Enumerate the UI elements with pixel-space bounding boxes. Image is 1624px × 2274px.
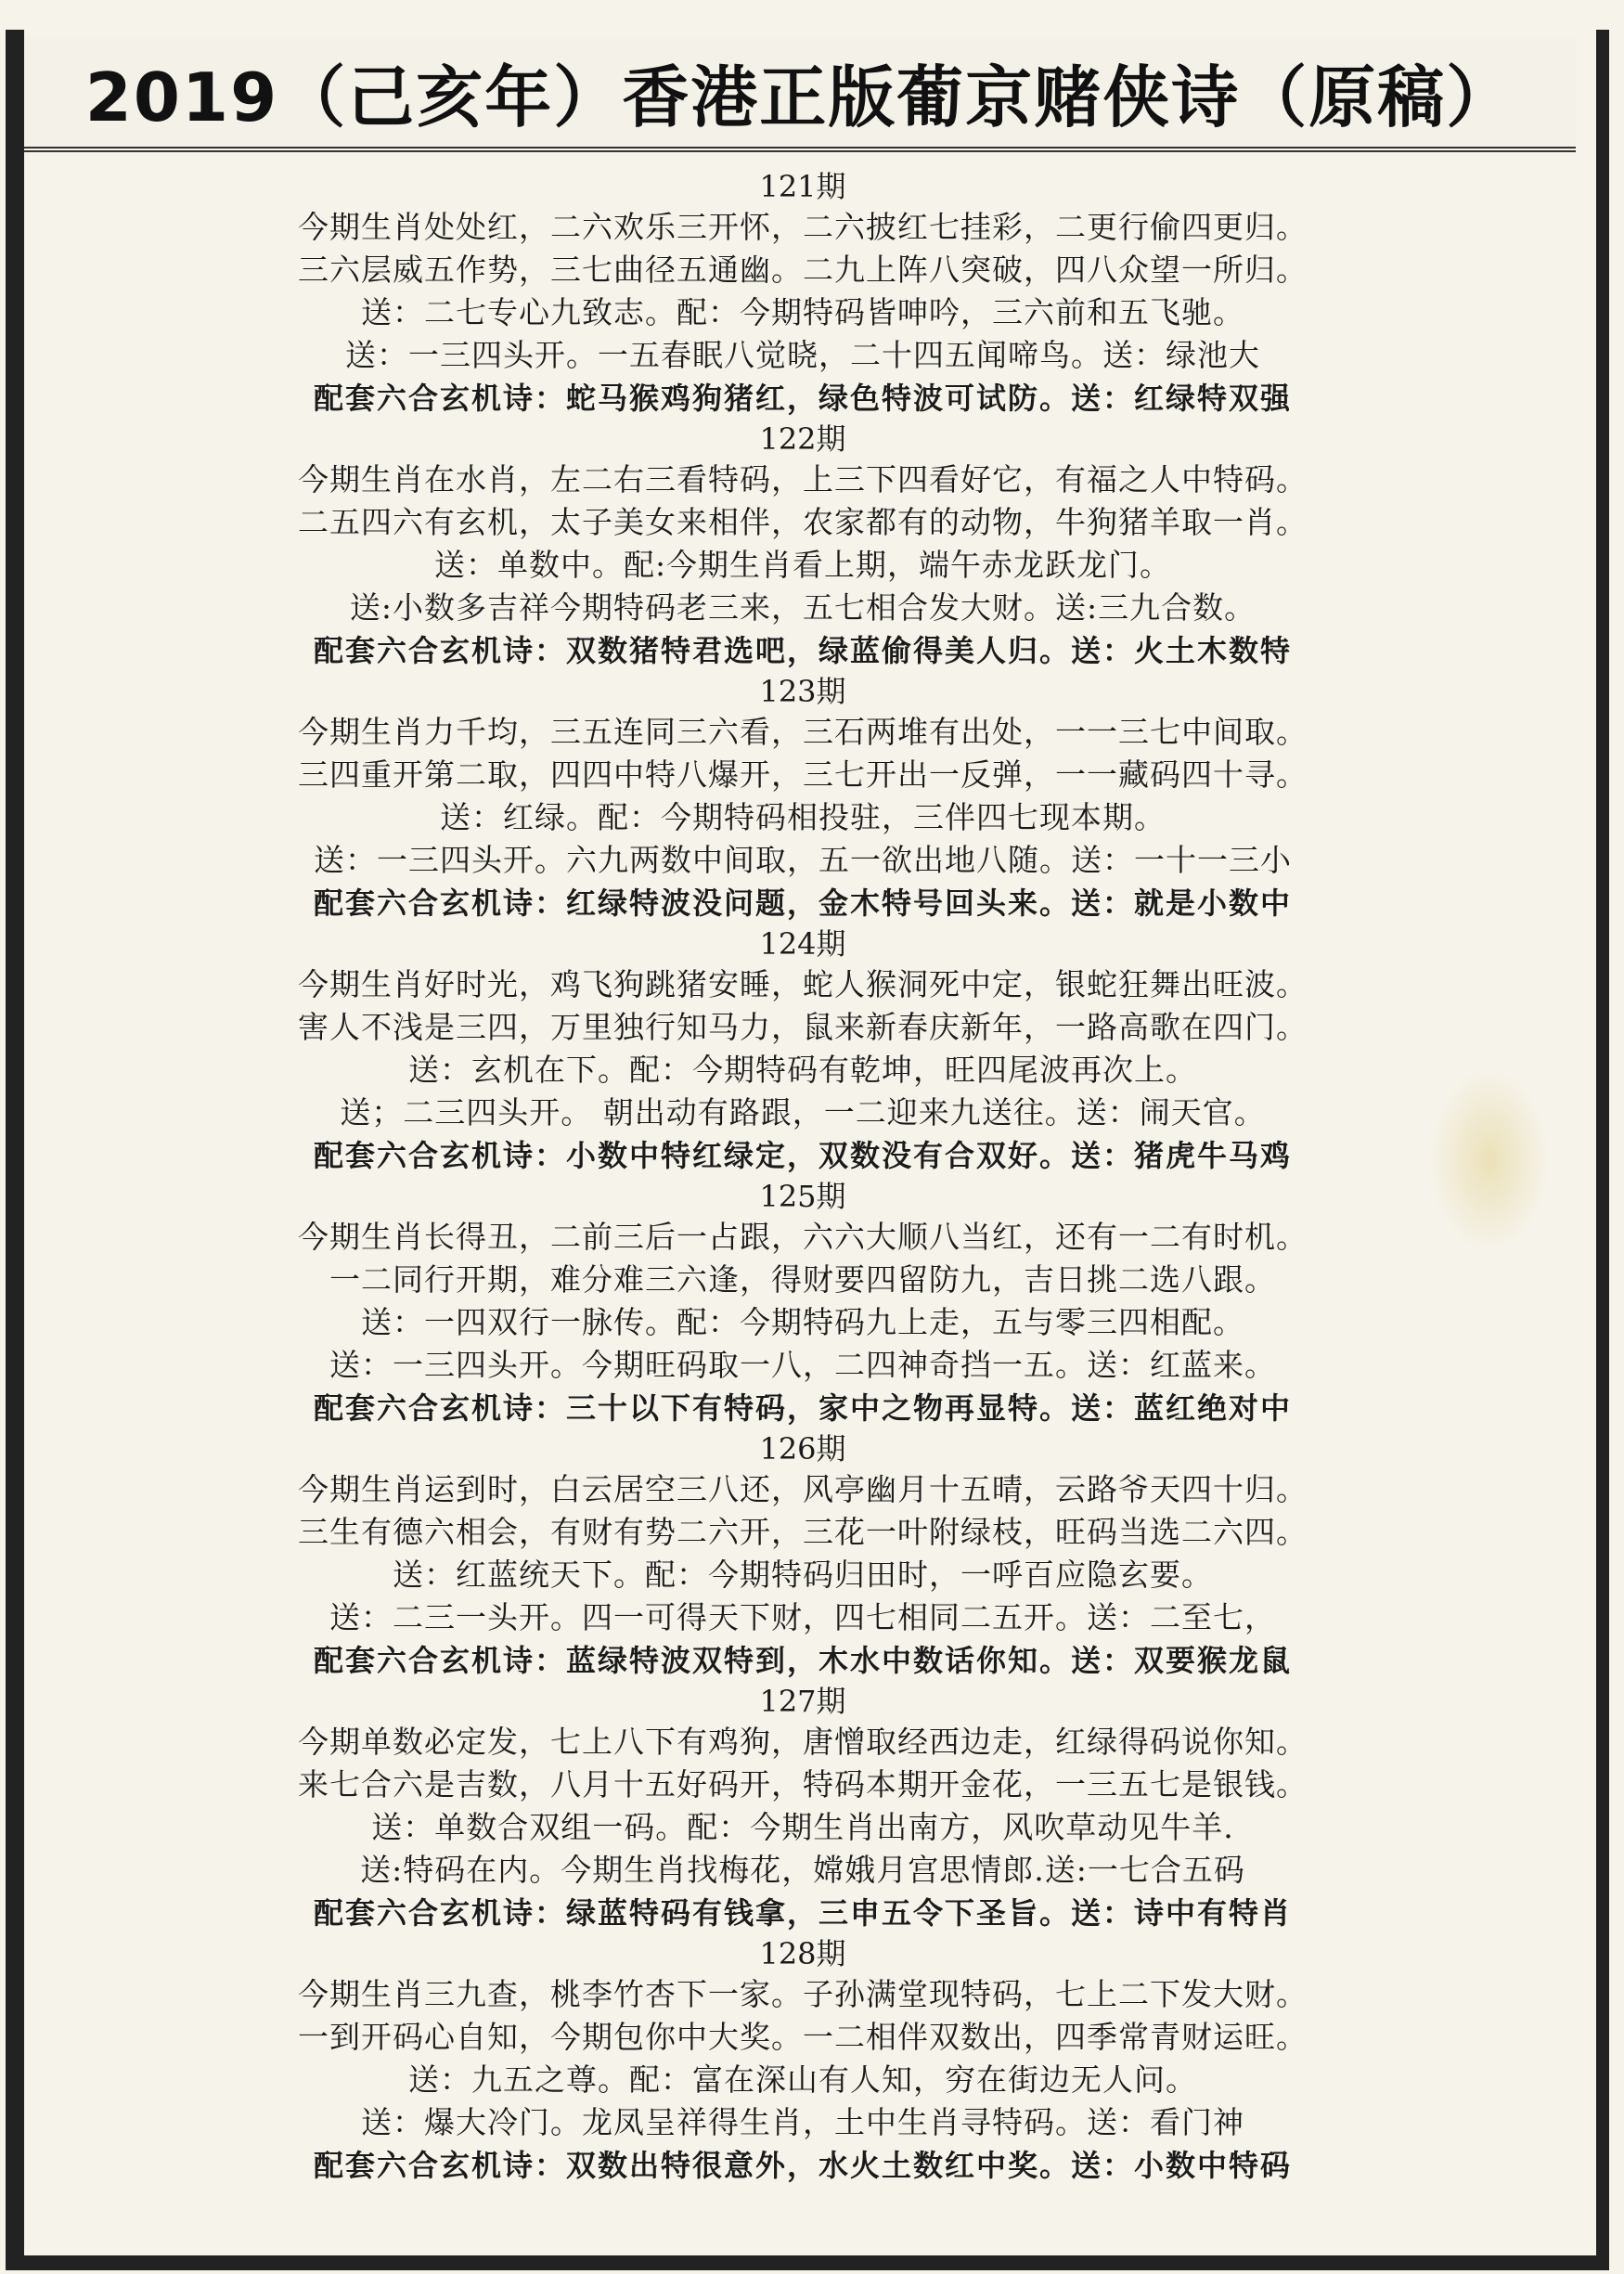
poem-line: 送:小数多吉祥今期特码老三来，五七相合发大财。送:三九合数。 [349,589,1257,626]
matching-poem-line: 配套六合玄机诗：绿蓝特码有钱拿，三申五令下圣旨。送：诗中有特肖 [313,1895,1292,1931]
issue-period: 127期 [759,1684,846,1719]
poem-line: 送:特码在内。今期生肖找梅花，嫦娥月宫思情郎.送:一七合五码 [360,1852,1245,1888]
matching-poem-line: 配套六合玄机诗：蓝绿特波双特到，木水中数话你知。送：双要猴龙鼠 [313,1643,1292,1678]
poem-line: 今期生肖处处红，二六欢乐三开怀，二六披红七挂彩，二更行偷四更归。 [298,209,1308,245]
matching-poem-line: 配套六合玄机诗：蛇马猴鸡狗猪红，绿色特波可试防。送：红绿特双强 [313,381,1292,416]
poem-line: 今期生肖三九查，桃李竹杏下一家。子孙满堂现特码，七上二下发大财。 [298,1976,1308,2012]
issue-period: 122期 [759,421,846,457]
poem-line: 一到开码心自知，今期包你中大奖。一二相伴双数出，四季常青财运旺。 [298,2019,1308,2055]
issue-period: 128期 [759,1936,846,1971]
issue-block [37,924,1568,1177]
poem-line: 三四重开第二取，四四中特八爆开，三七开出一反弹，一一藏码四十寻。 [298,756,1308,793]
issue-block [37,1177,1568,1429]
poem-line: 来七合六是吉数，八月十五好码开，特码本期开金花，一三五七是银钱。 [298,1766,1308,1802]
issue-period: 121期 [759,169,846,204]
poem-line: 送：九五之尊。配：富在深山有人知，穷在街边无人问。 [408,2061,1197,2098]
poem-line: 送：红绿。配：今期特码相投驻，三伴四七现本期。 [440,799,1166,835]
page-title: 2019（己亥年）香港正版葡京赌侠诗（原稿） [84,58,1515,136]
poem-line: 送：红蓝统天下。配：今期特码归田时，一呼百应隐玄要。 [393,1557,1213,1593]
poem-list [37,167,1568,2187]
poem-line: 今期生肖长得丑，二前三后一占跟，六六大顺八当红，还有一二有时机。 [298,1219,1308,1255]
poem-line: 送：一三四头开。今期旺码取一八，二四神奇挡一五。送：红蓝来。 [329,1347,1276,1383]
poem-line: 三生有德六相会，有财有势二六开，三花一叶附绿枝，旺码当选二六四。 [298,1514,1308,1550]
poem-line: 送：爆大冷门。龙凤呈祥得生肖，土中生肖寻特码。送：看门神 [361,2104,1244,2140]
matching-poem-line: 配套六合玄机诗：三十以下有特码，家中之物再显特。送：蓝红绝对中 [313,1390,1292,1426]
poem-line: 送：二七专心九致志。配：今期特码皆呻吟，三六前和五飞驰。 [361,294,1244,330]
poem-line: 送：一四双行一脉传。配：今期特码九上走，五与零三四相配。 [361,1304,1244,1340]
poem-line: 今期生肖力千均，三五连同三六看，三石两堆有出处，一一三七中间取。 [298,714,1308,750]
issue-block [37,420,1568,672]
poem-line: 今期生肖好时光，鸡飞狗跳猪安睡，蛇人猴洞死中定，银蛇狂舞出旺波。 [298,966,1308,1002]
issue-block [37,1682,1568,1934]
issue-period: 126期 [759,1431,846,1466]
poem-line: 今期生肖运到时，白云居空三八还，风亭幽月十五晴，云路爷天四十归。 [298,1471,1308,1507]
issue-block [37,672,1568,924]
issue-block [37,167,1568,420]
poem-line: 送：二三一头开。四一可得天下财，四七相同二五开。送：二至七， [329,1599,1276,1635]
poem-line: 一二同行开期，难分难三六逢，得财要四留防九，吉日挑二选八跟。 [329,1261,1276,1298]
matching-poem-line: 配套六合玄机诗：小数中特红绿定，双数没有合双好。送：猪虎牛马鸡 [313,1138,1292,1173]
issue-block [37,1934,1568,2187]
matching-poem-line: 配套六合玄机诗：红绿特波没问题，金木特号回头来。送：就是小数中 [313,885,1292,921]
issue-block [37,1429,1568,1682]
poem-line: 今期单数必定发，七上八下有鸡狗，唐憎取经西边走，红绿得码说你知。 [298,1724,1308,1760]
header-bar [24,37,1576,152]
poem-line: 今期生肖在水肖，左二右三看特码，上三下四看好它，有福之人中特码。 [298,461,1308,497]
matching-poem-line: 配套六合玄机诗：双数出特很意外，水火土数红中奖。送：小数中特码 [313,2148,1292,2183]
poem-line: 送：玄机在下。配：今期特码有乾坤，旺四尾波再次上。 [408,1052,1197,1088]
poem-line: 送：一三四头开。六九两数中间取，五一欲出地八随。送：一十一三小 [314,842,1292,878]
issue-period: 123期 [759,674,846,709]
poem-line: 送：单数中。配:今期生肖看上期，端午赤龙跃龙门。 [433,547,1172,583]
poem-line: 送；二三四头开。 朝出动有路跟，一二迎来九送往。送：闹天官。 [340,1094,1266,1131]
poem-line: 三六层威五作势，三七曲径五通幽。二九上阵八突破，四八众望一所归。 [298,252,1308,288]
issue-period: 124期 [759,926,846,962]
issue-period: 125期 [759,1179,846,1214]
poem-line: 二五四六有玄机，太子美女来相伴，农家都有的动物，牛狗猪羊取一肖。 [298,504,1308,540]
poem-line: 送：单数合双组一码。配：今期生肖出南方，风吹草动见牛羊. [371,1809,1234,1845]
poem-line: 送：一三四头开。一五春眠八觉晓，二十四五闻啼鸟。送：绿池大 [345,337,1260,373]
poem-line: 害人不浅是三四，万里独行知马力，鼠来新春庆新年，一路高歌在四门。 [298,1009,1308,1045]
matching-poem-line: 配套六合玄机诗：双数猪特君选吧，绿蓝偷得美人归。送：火土木数特 [313,633,1292,668]
